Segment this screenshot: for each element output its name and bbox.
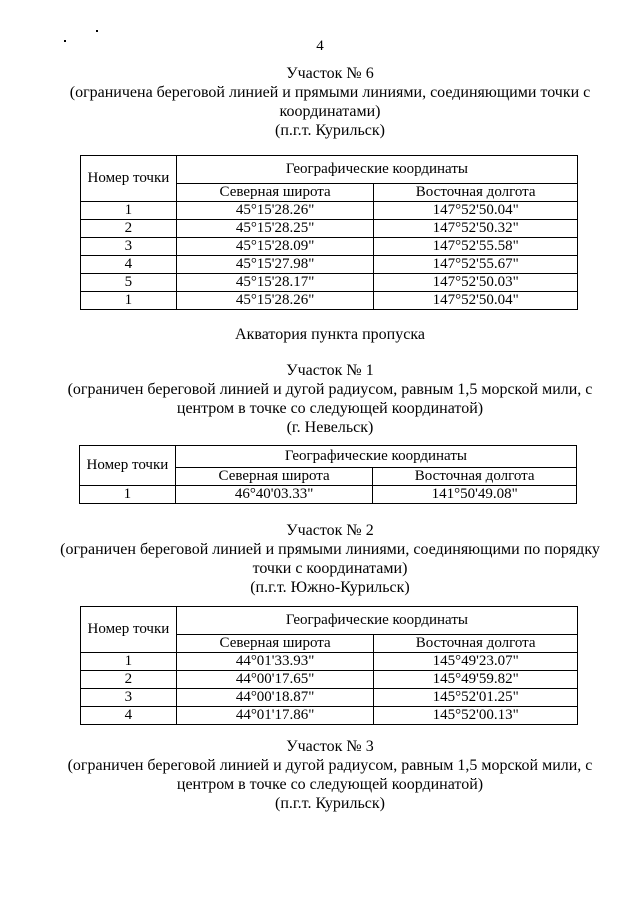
longitude-cell: 145°49'23.07" [374,653,578,671]
longitude-cell: 147°52'55.58" [374,238,578,256]
latitude-cell: 44°00'18.87" [176,689,374,707]
table-row [81,689,578,707]
table-row [80,486,577,504]
coordinates-table-section-2 [80,606,578,725]
longitude-cell: 147°52'50.32" [374,220,578,238]
point-cell: 1 [81,292,177,310]
section-place: (п.г.т. Курильск) [275,122,385,139]
section-desc-line: (ограничен береговой линией и дугой радиусом, равным 1,5 морской мили, с [67,757,593,774]
point-cell: 1 [81,653,177,671]
header-longitude: Восточная долгота [373,468,577,486]
point-cell: 4 [81,256,177,274]
section-desc-line: центром в точке со следующей координатой) [176,776,484,793]
latitude-cell: 45°15'28.09" [176,238,374,256]
section-desc-line: (ограничен береговой линией и дугой радиусом, равным 1,5 морской мили, с [67,381,593,398]
point-cell: 3 [81,689,177,707]
header-latitude: Северная широта [176,184,374,202]
section-desc-line: (ограничен береговой линией и прямыми линиями, соединяющими по порядку [60,541,600,558]
longitude-cell: 147°52'50.04" [374,292,578,310]
section-2-heading [40,521,620,597]
latitude-cell: 45°15'28.17" [176,274,374,292]
longitude-cell: 145°49'59.82" [374,671,578,689]
table-row [81,707,578,725]
coordinates-table-section-6 [80,155,578,310]
longitude-cell: 147°52'55.67" [374,256,578,274]
header-point-number: Номер точки [80,446,176,486]
header-point-number: Номер точки [81,156,177,202]
header-latitude: Северная широта [175,468,373,486]
longitude-cell: 145°52'00.13" [374,707,578,725]
table-row [81,202,578,220]
longitude-cell: 147°52'50.04" [374,202,578,220]
latitude-cell: 46°40'03.33" [175,486,373,504]
section-title: Участок № 2 [286,522,374,539]
section-desc-line: координатами) [279,103,381,120]
section-place: (п.г.т. Южно-Курильск) [250,579,410,596]
latitude-cell: 44°01'33.93" [176,653,374,671]
point-cell: 5 [81,274,177,292]
section-title: Участок № 6 [286,65,374,82]
header-longitude: Восточная долгота [374,184,578,202]
latitude-cell: 45°15'27.98" [176,256,374,274]
point-cell: 4 [81,707,177,725]
table-row [81,220,578,238]
point-cell: 2 [81,220,177,238]
point-cell: 1 [80,486,176,504]
header-geo-coordinates: Географические координаты [175,446,576,468]
section-desc-line: точки с координатами) [252,560,408,577]
header-latitude: Северная широта [176,635,374,653]
longitude-cell: 145°52'01.25" [374,689,578,707]
table-row [81,653,578,671]
section-place: (г. Невельск) [286,419,374,436]
aquatory-title: Акватория пункта пропуска [235,326,425,343]
header-geo-coordinates: Географические координаты [176,607,577,635]
longitude-cell: 141°50'49.08" [373,486,577,504]
point-cell: 1 [81,202,177,220]
longitude-cell: 147°52'50.03" [374,274,578,292]
coordinates-table-section-1 [79,445,577,504]
table-row [81,238,578,256]
page-number: 4 [316,38,324,54]
section-title: Участок № 3 [286,738,374,755]
section-desc-line: центром в точке со следующей координатой) [176,400,484,417]
aquatory-heading [40,325,620,344]
scan-speck [96,30,98,32]
table-row [81,292,578,310]
header-point-number: Номер точки [81,607,177,653]
table-row [81,256,578,274]
section-6-heading [40,64,620,140]
point-cell: 2 [81,671,177,689]
section-desc-line: (ограничена береговой линией и прямыми линиями, соединяющими точки с [69,84,591,101]
point-cell: 3 [81,238,177,256]
latitude-cell: 45°15'28.26" [176,202,374,220]
latitude-cell: 45°15'28.25" [176,220,374,238]
header-geo-coordinates: Географические координаты [176,156,577,184]
section-title: Участок № 1 [286,362,374,379]
latitude-cell: 45°15'28.26" [176,292,374,310]
latitude-cell: 44°00'17.65" [176,671,374,689]
section-place: (п.г.т. Курильск) [275,795,385,812]
section-3-heading [40,737,620,813]
table-row [81,274,578,292]
latitude-cell: 44°01'17.86" [176,707,374,725]
header-longitude: Восточная долгота [374,635,578,653]
section-1-heading [40,361,620,437]
table-row [81,671,578,689]
